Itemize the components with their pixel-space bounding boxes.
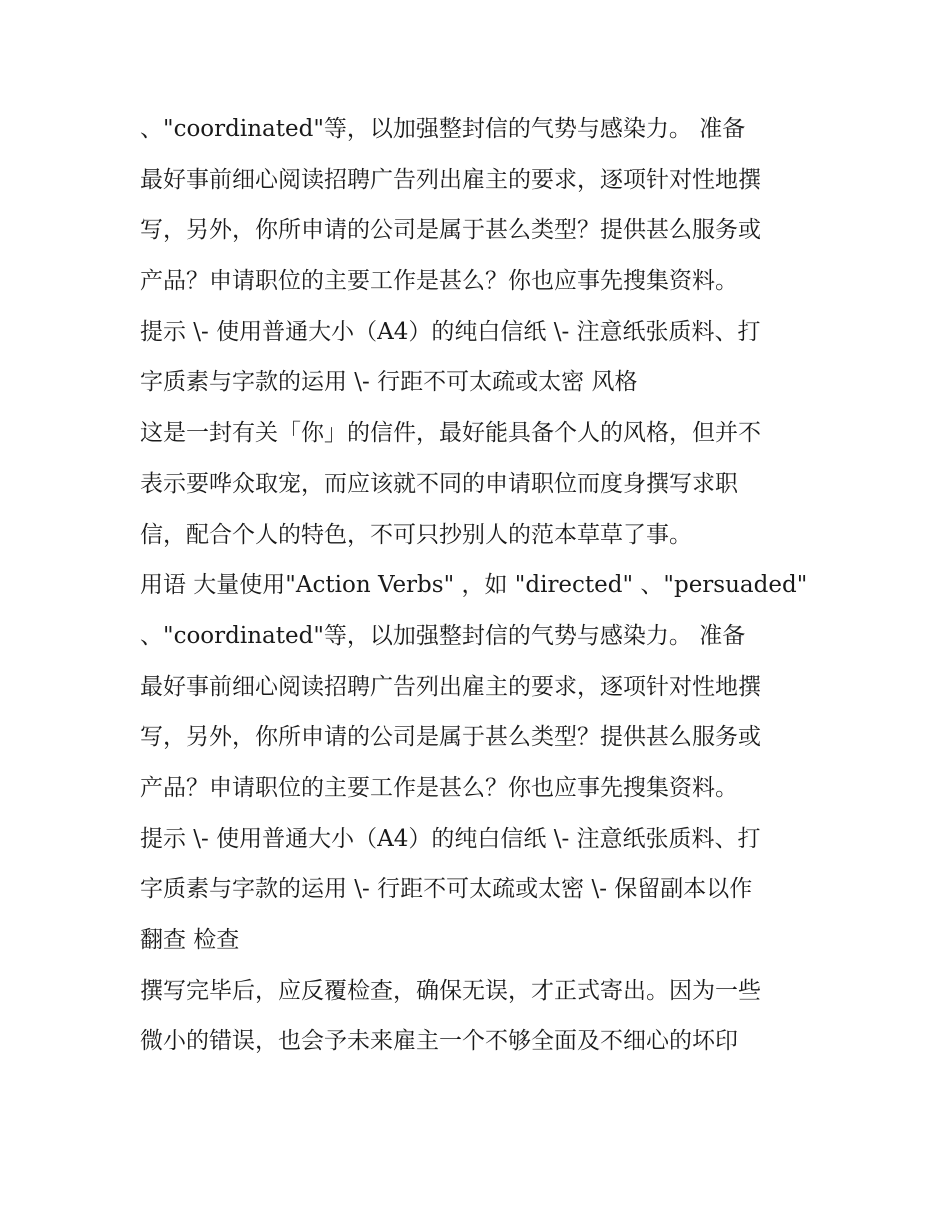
text-line: 产品？申请职位的主要工作是甚么？你也应事先搜集资料。 xyxy=(140,268,738,295)
text-line: 、"coordinated"等，以加强整封信的气势与感染力。 准备 xyxy=(140,622,746,649)
text-line: 写，另外，你所申请的公司是属于甚么类型？提供甚么服务或 xyxy=(140,217,761,244)
text-line: 字质素与字款的运用 \- 行距不可太疏或太密 风格 xyxy=(140,369,638,396)
text-line: 产品？申请职位的主要工作是甚么？你也应事先搜集资料。 xyxy=(140,774,738,801)
text-line: 写，另外，你所申请的公司是属于甚么类型？提供甚么服务或 xyxy=(140,724,761,751)
body-text xyxy=(140,104,830,1067)
text-line: 微小的错误，也会予未来雇主一个不够全面及不细心的坏印 xyxy=(140,1028,738,1055)
text-line: 、"coordinated"等，以加强整封信的气势与感染力。 准备 xyxy=(140,116,746,142)
text-line: 提示 \- 使用普通大小（A4）的纯白信纸 \- 注意纸张质料、打 xyxy=(140,318,761,345)
text-line: 字质素与字款的运用 \- 行距不可太疏或太密 \- 保留副本以作 xyxy=(140,876,753,903)
text-line: 最好事前细心阅读招聘广告列出雇主的要求，逐项针对性地撰 xyxy=(140,673,761,700)
text-line: 撰写完毕后，应反覆检查，确保无误，才正式寄出。因为一些 xyxy=(140,977,761,1004)
text-line: 表示要哗众取宠，而应该就不同的申请职位而度身撰写求职 xyxy=(140,470,738,497)
text-line: 提示 \- 使用普通大小（A4）的纯白信纸 \- 注意纸张质料、打 xyxy=(140,825,761,852)
text-line: 这是一封有关「你」的信件，最好能具备个人的风格，但并不 xyxy=(140,420,761,447)
text-line: 信，配合个人的特色，不可只抄别人的范本草草了事。 xyxy=(140,521,692,548)
text-line: 用语 大量使用"Action Verbs" ，如 "directed" 、"persuaded" xyxy=(140,572,808,599)
text-line: 最好事前细心阅读招聘广告列出雇主的要求，逐项针对性地撰 xyxy=(140,166,761,193)
text-line: 翻查 检查 xyxy=(140,927,240,953)
